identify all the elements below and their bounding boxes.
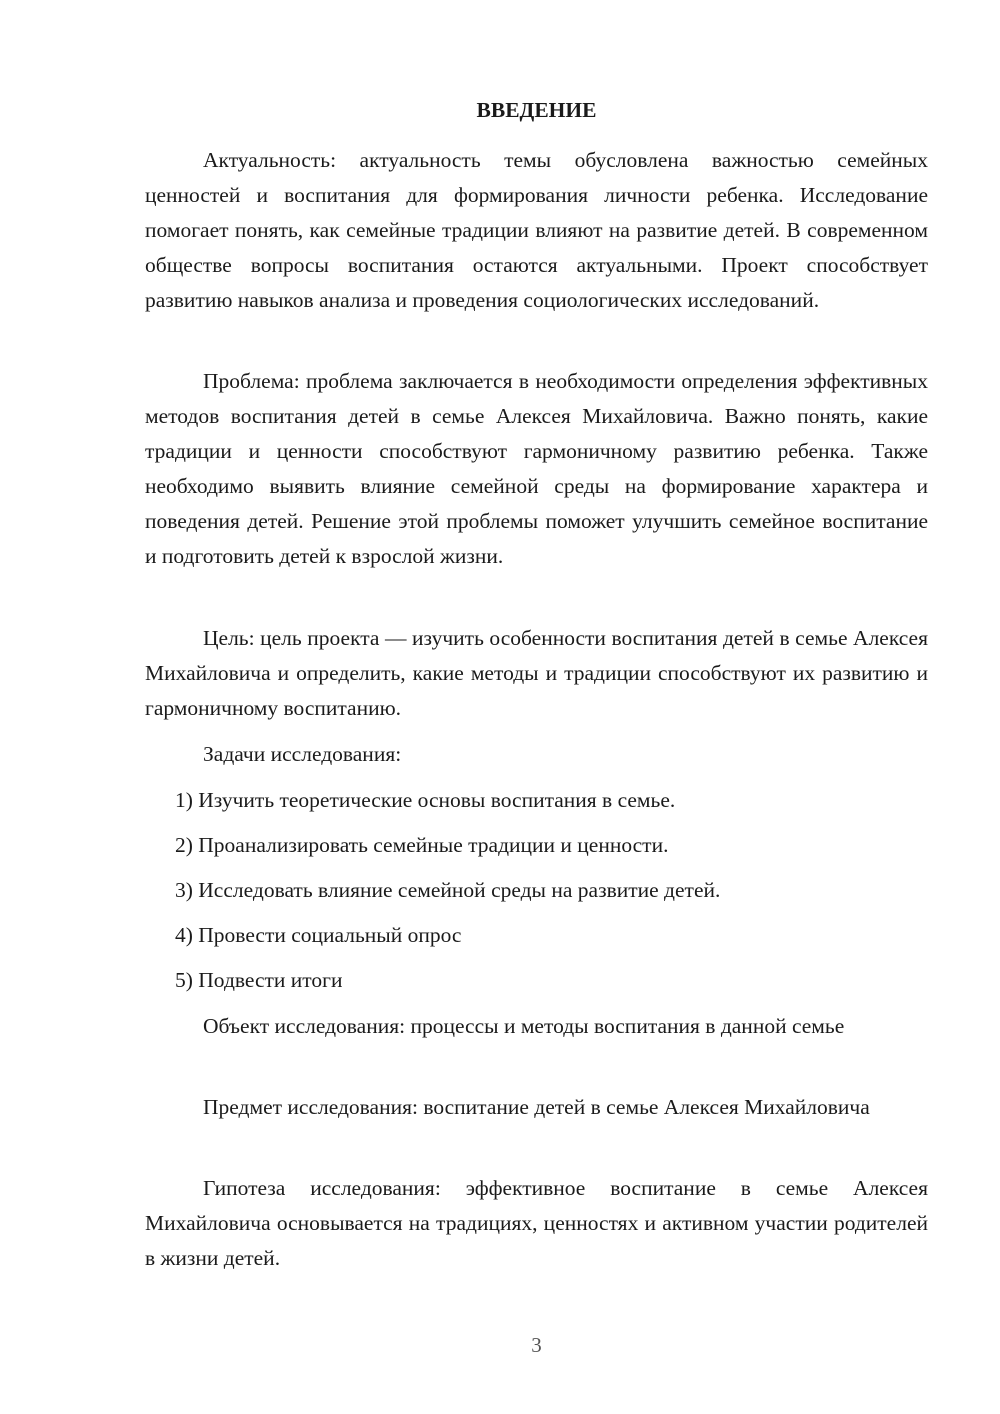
task-item-3: 3) Исследовать влияние семейной среды на развитие детей. <box>175 878 721 902</box>
object-paragraph: Объект исследования: процессы и методы воспитания в данной семье <box>203 1014 845 1038</box>
tasks-heading: Задачи исследования: <box>203 742 402 766</box>
hypothesis-paragraph: Гипотеза исследования: эффективное воспитание в семье Алексея Михайловича основывается на традициях, ценностях и активном участии родителей в жизни детей. <box>145 1176 928 1270</box>
task-item-2: 2) Проанализировать семейные традиции и ценности. <box>175 833 669 857</box>
task-item-4: 4) Провести социальный опрос <box>175 923 462 947</box>
subject-paragraph: Предмет исследования: воспитание детей в семье Алексея Михайловича <box>203 1095 870 1119</box>
task-item-5: 5) Подвести итоги <box>175 968 343 992</box>
task-item-1: 1) Изучить теоретические основы воспитания в семье. <box>175 788 676 812</box>
problem-paragraph: Проблема: проблема заключается в необходимости определения эффективных методов воспитания детей в семье Алексея Михайловича. Важно понять, какие традиции и ценности способствуют гармоничному развитию ребенка. Также необходимо выявить влияние семейной среды на формирование характера и поведения детей. Решение этой проблемы поможет улучшить семейное воспитание и подготовить детей к взрослой жизни. <box>145 369 928 568</box>
page-number: 3 <box>531 1333 542 1357</box>
goal-paragraph: Цель: цель проекта — изучить особенности воспитания детей в семье Алексея Михайловича и определить, какие методы и традиции способствуют их развитию и гармоничному воспитанию. <box>145 626 928 720</box>
page-title: ВВЕДЕНИЕ <box>476 98 597 122</box>
relevance-paragraph: Актуальность: актуальность темы обусловлена важностью семейных ценностей и воспитания для формирования личности ребенка. Исследование помогает понять, как семейные традиции влияют на развитие детей. В современном обществе вопросы воспитания остаются актуальными. Проект способствует развитию навыков анализа и проведения социологических исследований. <box>145 148 928 312</box>
